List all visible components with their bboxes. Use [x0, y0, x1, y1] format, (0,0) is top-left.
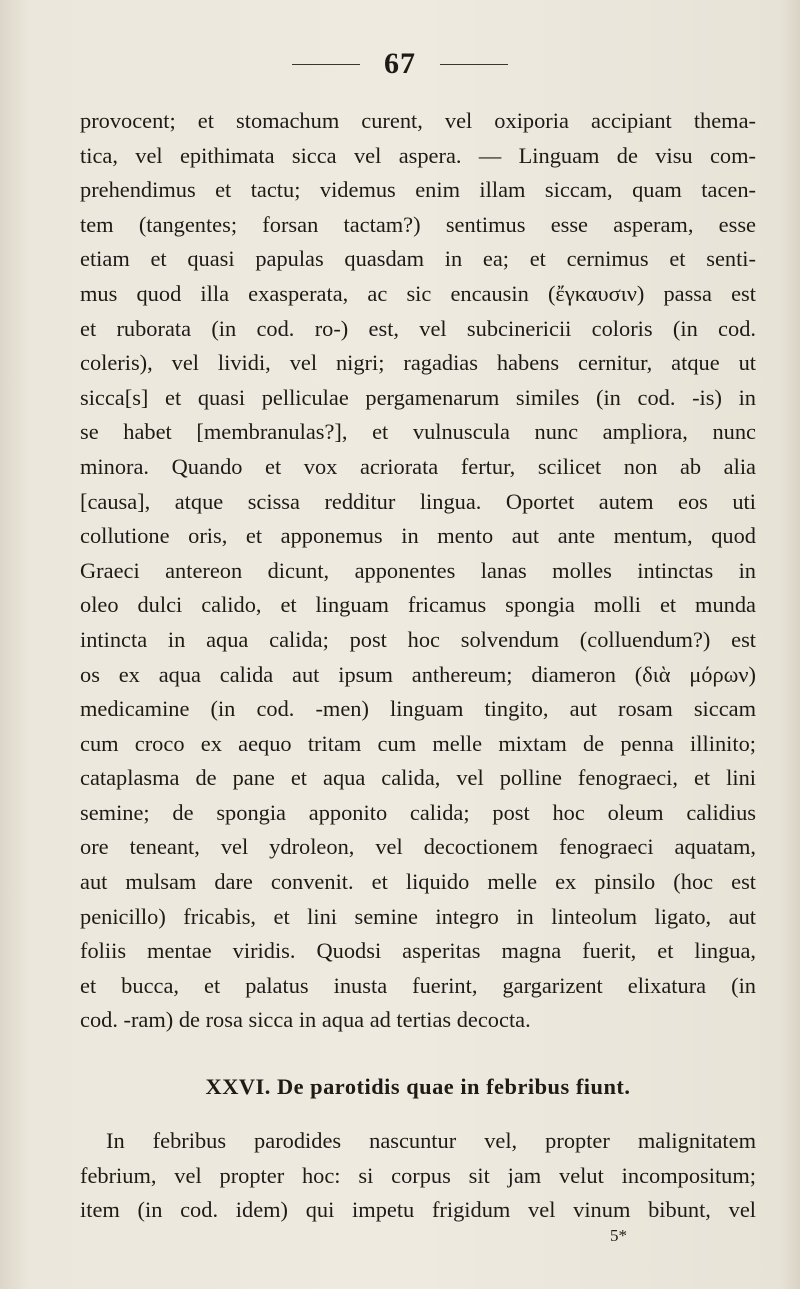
text-line: cum croco ex aequo tritam cum melle mixtam de penna illinito; [80, 730, 756, 756]
text-line: cod. -ram) de rosa sicca in aqua ad tertias decocta. [80, 1007, 531, 1033]
text-line: [causa], atque scissa redditur lingua. Oportet autem eos uti [80, 488, 756, 514]
header-rule-right [440, 64, 508, 65]
text-line: sicca[s] et quasi pelliculae pergamenarum similes (in cod. -is) in [80, 384, 756, 410]
section-heading: XXVI. De parotidis quae in febribus fiunt. [205, 1074, 631, 1099]
text-line: provocent; et stomachum curent, vel oxiporia accipiant thema- [80, 108, 756, 133]
text-line: et ruborata (in cod. ro-) est, vel subcinericii coloris (in cod. [80, 315, 756, 341]
text-line: collutione oris, et apponemus in mento aut ante mentum, quod [80, 523, 756, 549]
body-paragraph [80, 104, 756, 1038]
text-line: semine; de spongia apponito calida; post hoc oleum calidius [80, 799, 756, 825]
text-line: prehendimus et tactu; videmus enim illam siccam, quam tacen- [80, 177, 756, 203]
page-header [0, 44, 800, 84]
text-line: tem (tangentes; forsan tactam?) sentimus esse asperam, esse [80, 211, 756, 237]
text-line: aut mulsam dare convenit. et liquido melle ex pinsilo (hoc est [80, 869, 756, 895]
header-rule-left [292, 64, 360, 65]
text-line: cataplasma de pane et aqua calida, vel polline fenograeci, et lini [80, 765, 756, 791]
text-line: febrium, vel propter hoc: si corpus sit jam velut incompositum; [80, 1162, 756, 1188]
text-line: foliis mentae viridis. Quodsi asperitas magna fuerit, et lingua, [80, 938, 756, 964]
text-line: se habet [membranulas?], et vulnuscula nunc ampliora, nunc [80, 419, 756, 445]
text-line: penicillo) fricabis, et lini semine integro in linteolum ligato, aut [80, 903, 756, 929]
signature-mark: 5* [610, 1226, 627, 1245]
text-line: In febribus parodides nascuntur vel, propter malignitatem [106, 1128, 756, 1153]
text-line: medicamine (in cod. -men) linguam tingito, aut rosam siccam [80, 696, 756, 722]
section-paragraph [80, 1124, 756, 1228]
text-line: etiam et quasi papulas quasdam in ea; et cernimus et senti- [80, 246, 756, 272]
text-line: ore teneant, vel ydroleon, vel decoctionem fenograeci aquatam, [80, 834, 756, 860]
text-line: item (in cod. idem) qui impetu frigidum vel vinum bibunt, vel [80, 1197, 756, 1223]
text-line: os ex aqua calida aut ipsum anthereum; diameron (διὰ μόρων) [80, 661, 756, 687]
text-line: intincta in aqua calida; post hoc solvendum (colluendum?) est [80, 626, 756, 652]
text-line: mus quod illa exasperata, ac sic encausin (ἔγκαυσιν) passa est [80, 280, 756, 306]
text-line: minora. Quando et vox acriorata fertur, scilicet non ab alia [80, 453, 756, 479]
text-line: oleo dulci calido, et linguam fricamus spongia molli et munda [80, 592, 756, 618]
text-line: coleris), vel lividi, vel nigri; ragadias habens cernitur, atque ut [80, 350, 756, 376]
text-line: et bucca, et palatus inusta fuerint, gargarizent elixatura (in [80, 972, 756, 998]
text-line: Graeci antereon dicunt, apponentes lanas molles intinctas in [80, 557, 756, 583]
text-line: tica, vel epithimata sicca vel aspera. — Linguam de visu com- [80, 142, 756, 168]
page-number: 67 [384, 47, 416, 80]
